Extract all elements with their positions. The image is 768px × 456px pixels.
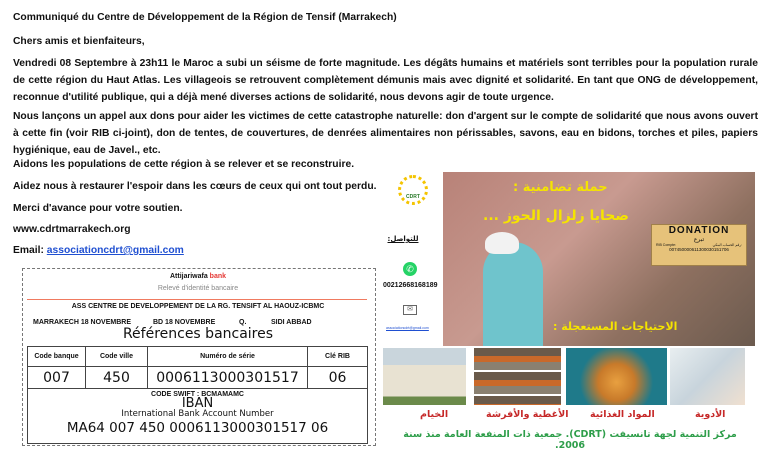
whatsapp-icon: ✆ <box>403 262 417 276</box>
paragraph-1: Vendredi 08 Septembre à 23h11 le Maroc a subi un séisme de forte magnitude. Les dégâts humains et matériels sont terribles pour la population rurale de cette région du Haut Atlas. Les villageois se retrouvent complètement démunis mais avec dignité et solidarité. En tant que ONG de développement, reconnue d'utilité publique, qui a déjà mené diverses actions de solidarité, nous devons agir de toute urgence. <box>13 58 758 103</box>
website: www.cdrtmarrakech.org <box>13 224 131 235</box>
phone-number: 00212668168189 <box>383 282 438 289</box>
iban-box <box>27 388 368 444</box>
donation-sign <box>651 224 747 266</box>
tent-image <box>383 348 466 405</box>
headline-2: ضحايا زلزال الحوز ... <box>483 208 629 224</box>
bank-code: 007 <box>28 367 86 389</box>
line-3: Merci d'avance pour votre soutien. <box>13 203 183 214</box>
header-bank-code: Code banque <box>28 347 86 367</box>
contact-label: للتواصل: <box>387 235 419 243</box>
rib-number: 007450000611300030151706 <box>669 247 729 252</box>
bank-suffix: bank <box>209 273 227 280</box>
donation-text: DONATION <box>668 225 730 236</box>
address-2: BD 18 NOVEMBRE <box>153 319 216 326</box>
logo-text: CDRT <box>406 194 420 200</box>
greeting: Chers amis et bienfaiteurs, <box>13 36 145 47</box>
rib-key: 06 <box>308 367 368 389</box>
mail-icon: ✉ <box>403 305 417 315</box>
rib-card <box>22 268 376 446</box>
rib-label-ar: رقم الحساب البنكي: <box>712 243 742 247</box>
bank-logo <box>23 273 373 280</box>
paragraph-2: Nous lançons un appel aux dons pour aider les victimes de cette catastrophe naturelle: don d'argent sur le compte de solidarité que nous avons ouvert à cette fin (voir RIB ci-joint), don de tentes, de couvertures, de denrées alimentaires non périssables, savons, eau en bidons, torches et piles, papiers hygiénique, eau de Javel., etc. <box>13 111 758 156</box>
medicine-image <box>670 348 745 405</box>
letter-title: Communiqué du Centre de Développement de la Région de Tensif (Marrakech) <box>13 12 397 23</box>
label-medicine: الأدوية <box>695 409 726 420</box>
address-1: MARRAKECH 18 NOVEMBRE <box>33 319 132 326</box>
header-serial: Numéro de série <box>148 347 308 367</box>
line-1: Aidons les populations de cette région à se relever et se reconstruire. <box>13 159 355 170</box>
rib-subtitle: Relevé d'identité bancaire <box>157 285 239 292</box>
bank-name: Attijariwafa <box>169 273 208 280</box>
header-rib-key: Clé RIB <box>308 347 368 367</box>
earthquake-photo <box>443 172 755 346</box>
label-food: المواد الغذائية <box>590 409 655 420</box>
references-heading: Références bancaires <box>122 326 274 342</box>
line-2: Aidez nous à restaurer l'espoir dans les cœurs de ceux qui ont tout perdu. <box>13 181 377 192</box>
divider <box>27 299 367 300</box>
account-holder: ASS CENTRE DE DEVELOPPEMENT DE LA RG. TENSIFT AL HAOUZ-ICBMC <box>71 303 325 310</box>
serial-number: 0006113000301517 <box>148 367 308 389</box>
email-link[interactable]: associationcdrt@gmail.com <box>46 245 184 256</box>
label-blankets: الأغطية والأفرشة <box>486 409 569 420</box>
header-city-code: Code ville <box>86 347 148 367</box>
urgent-needs: الاحتياجات المستعجلة : <box>553 320 678 333</box>
woman-figure <box>483 242 543 346</box>
iban-subtitle: International Bank Account Number <box>121 409 274 419</box>
address-3: Q. <box>239 319 247 326</box>
blankets-image <box>474 348 561 405</box>
rib-label: RIB Compte: <box>656 243 677 247</box>
cdrt-logo <box>398 175 428 205</box>
swift-code: CODE SWIFT : BCMAMAMC <box>151 391 244 398</box>
label-tents: الخيام <box>420 409 449 420</box>
poster-email[interactable]: associationcdrt@gmail.com <box>386 326 429 330</box>
headline-1: حملة تضامنية : <box>513 180 608 195</box>
donation-ar: تبرع <box>693 236 705 243</box>
address-4: SIDI ABBAD <box>271 319 312 326</box>
iban-number: MA64 007 450 0006113000301517 06 <box>66 420 329 436</box>
email-label: Email: <box>13 245 47 256</box>
headscarf <box>485 232 519 254</box>
food-image <box>566 348 667 405</box>
city-code: 450 <box>86 367 148 389</box>
poster-footer: مركز التنمية لجهة تانسيفت (CDRT). جمعية ذات المنفعة العامة منذ سنة 2006. <box>403 429 737 451</box>
rib-table <box>27 346 368 389</box>
iban-title: IBAN <box>181 396 214 411</box>
